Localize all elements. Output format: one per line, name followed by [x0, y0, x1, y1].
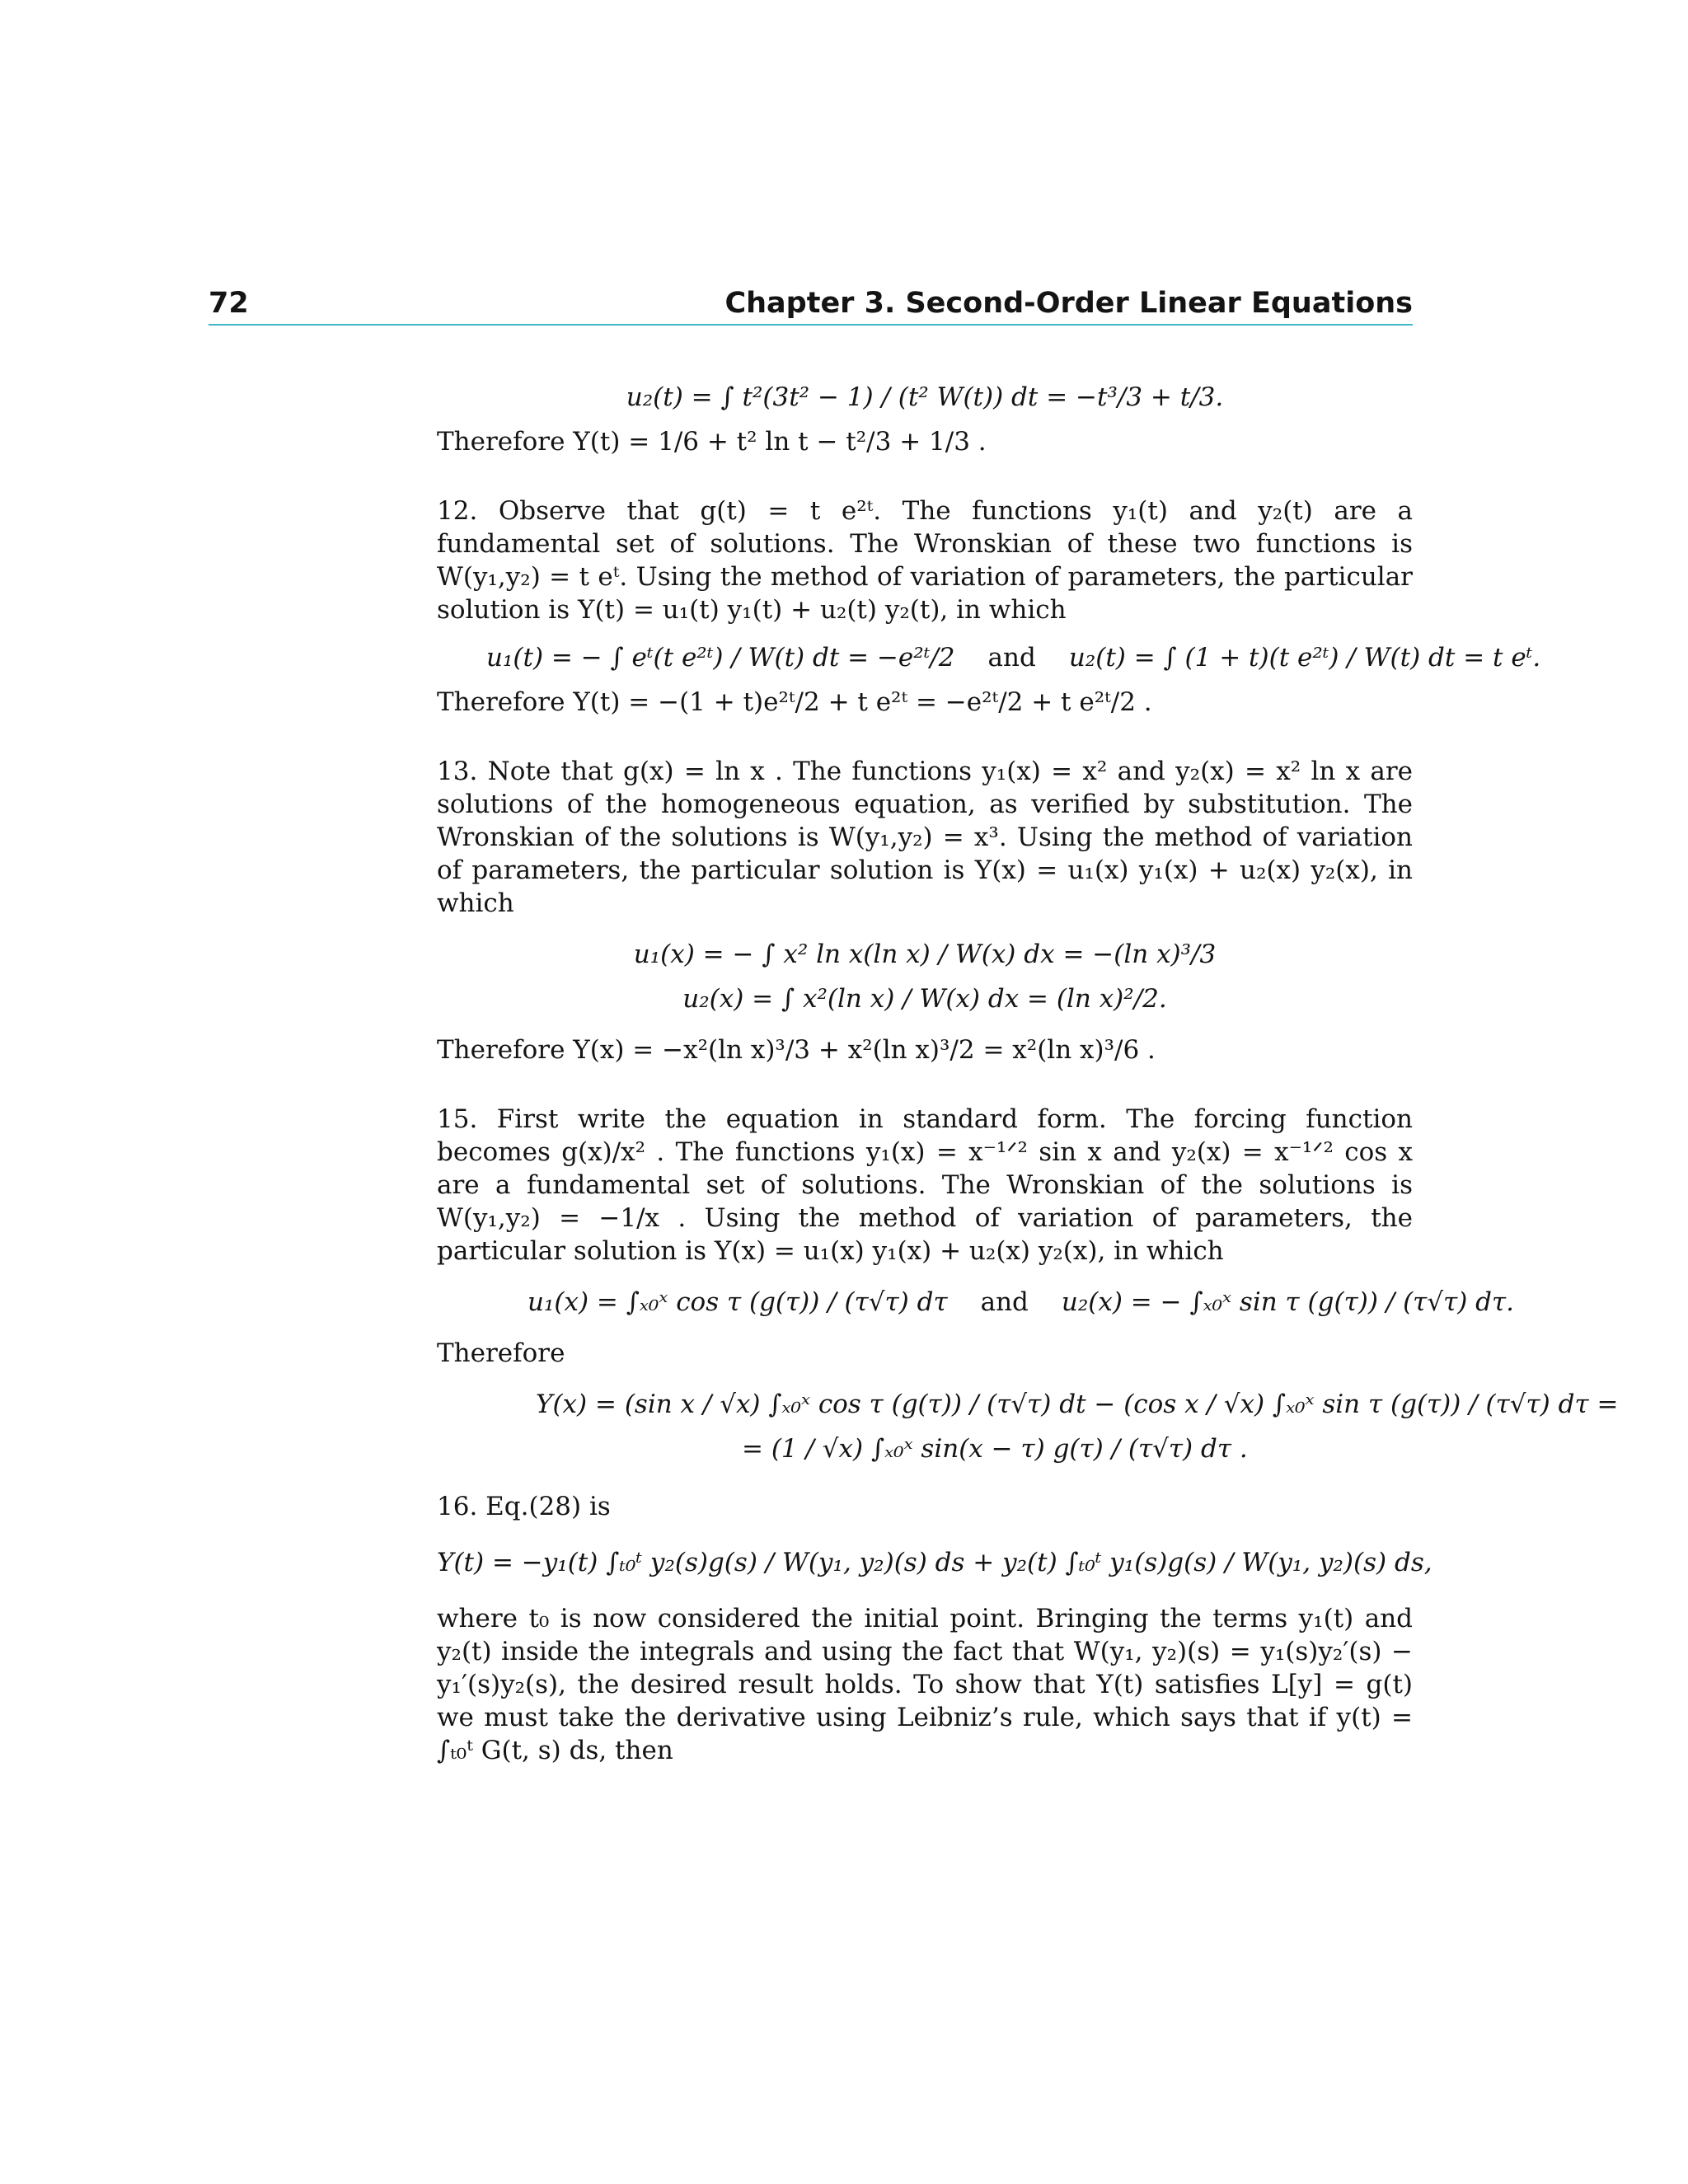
- chapter-title: Chapter 3. Second-Order Linear Equations: [724, 287, 1413, 320]
- equation-16: Y(t) = −y₁(t) ∫ₜ₀ᵗ y₂(s)g(s) / W(y₁, y₂)(s) ds + y₂(t) ∫ₜ₀ᵗ y₁(s)g(s) / W(y₁, y₂)(s) ds,: [437, 1548, 1432, 1577]
- equation-15-Y-line1: Y(x) = (sin x / √x) ∫ₓ₀ˣ cos τ (g(τ)) / (τ√τ) dt − (cos x / √x) ∫ₓ₀ˣ sin τ (g(τ)) / (τ√τ) dτ =: [536, 1390, 1619, 1419]
- paragraph-12: 12. Observe that g(t) = t e²ᵗ. The functions y₁(t) and y₂(t) are a fundamental set of solutions. The Wronskian of these two functions is W(y₁,y₂) = t eᵗ. Using the method of variation of parameters, the particular solution is Y(t) = u₁(t) y₁(t) + u₂(t) y₂(t), in which: [437, 496, 1413, 625]
- page-body: [437, 363, 1619, 1767]
- equation-12-u2: u₂(t) = ∫ (1 + t)(t e²ᵗ) / W(t) dt = t eᵗ.: [1068, 643, 1541, 673]
- paragraph-16-intro: 16. Eq.(28) is: [437, 1492, 611, 1521]
- equation-u2-top: u₂(t) = ∫ t²(3t² − 1) / (t² W(t)) dt = −t³/3 + t/3.: [626, 382, 1224, 412]
- therefore-11: Therefore Y(t) = 1/6 + t² ln t − t²/3 + 1/3 .: [437, 427, 987, 457]
- therefore-12: Therefore Y(t) = −(1 + t)e²ᵗ/2 + t e²ᵗ = −e²ᵗ/2 + t e²ᵗ/2 .: [437, 687, 1152, 717]
- therefore-15: Therefore: [437, 1338, 565, 1368]
- equation-row-12: [437, 641, 1541, 674]
- equation-12-and: and: [987, 643, 1036, 673]
- equation-12-u1: u₁(t) = − ∫ eᵗ(t e²ᵗ) / W(t) dt = −e²ᵗ/2: [486, 643, 955, 673]
- header-rule: [209, 324, 1413, 326]
- equation-13-u2: u₂(x) = ∫ x²(ln x) / W(x) dx = (ln x)²/2.: [682, 984, 1167, 1014]
- paragraph-16: where t₀ is now considered the initial point. Bringing the terms y₁(t) and y₂(t) inside the integrals and using the fact that W(y₁, y₂)(s) = y₁(s)y₂′(s) − y₁′(s)y₂(s), the desired result holds. To show that Y(t) satisfies L[y] = g(t) we must take the derivative using Leibniz’s rule, which says that if y(t) = ∫ₜ₀ᵗ G(t, s) ds, then: [437, 1604, 1413, 1765]
- equation-15-Y-line2: = (1 / √x) ∫ₓ₀ˣ sin(x − τ) g(τ) / (τ√τ) dτ .: [742, 1434, 1248, 1464]
- paragraph-15: 15. First write the equation in standard form. The forcing function becomes g(x)/x² . The functions y₁(x) = x⁻¹ᐟ² sin x and y₂(x) = x⁻¹ᐟ² cos x are a fundamental set of solutions. The Wronskian of the solutions is W(y₁,y₂) = −1/x . Using the method of variation of parameters, the particular solution is Y(x) = u₁(x) y₁(x) + u₂(x) y₂(x), in which: [437, 1104, 1413, 1266]
- equation-13-u1: u₁(x) = − ∫ x² ln x(ln x) / W(x) dx = −(ln x)³/3: [633, 940, 1217, 969]
- page-number: 72: [209, 287, 249, 320]
- therefore-13: Therefore Y(x) = −x²(ln x)³/3 + x²(ln x)³/2 = x²(ln x)³/6 .: [437, 1035, 1156, 1065]
- paragraph-13: 13. Note that g(x) = ln x . The functions y₁(x) = x² and y₂(x) = x² ln x are solutions of the homogeneous equation, as verified by substitution. The Wronskian of the solutions is W(y₁,y₂) = x³. Using the method of variation of parameters, the particular solution is Y(x) = u₁(x) y₁(x) + u₂(x) y₂(x), in which: [437, 757, 1413, 918]
- equation-15-u2: u₂(x) = − ∫ₓ₀ˣ sin τ (g(τ)) / (τ√τ) dτ.: [1061, 1287, 1515, 1317]
- equation-15-u1: u₁(x) = ∫ₓ₀ˣ cos τ (g(τ)) / (τ√τ) dτ: [528, 1287, 948, 1317]
- equation-row-15: [437, 1286, 1515, 1319]
- equation-15-and: and: [980, 1287, 1029, 1317]
